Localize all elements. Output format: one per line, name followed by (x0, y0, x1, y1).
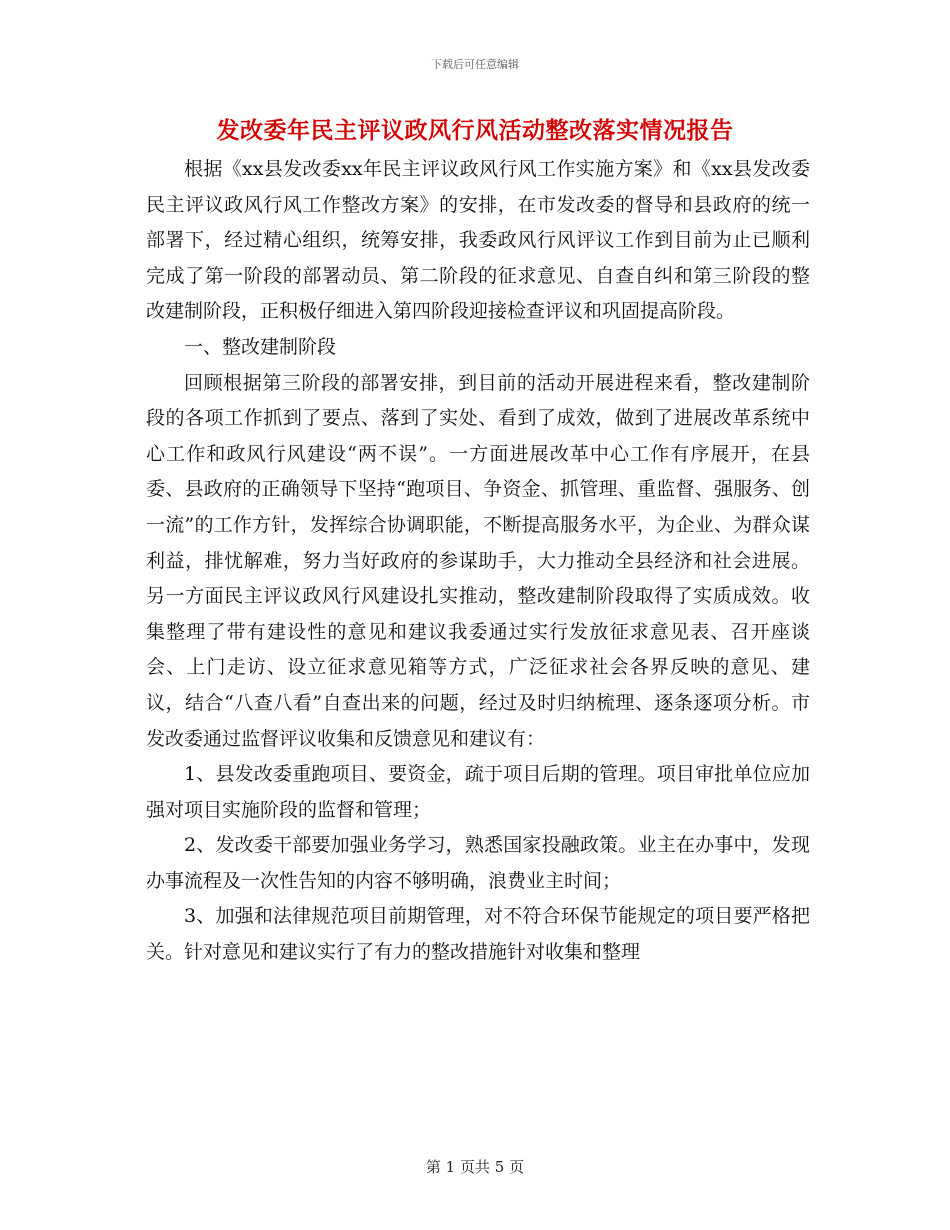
document-body (146, 152, 810, 971)
section-heading: 一、整改建制阶段 (184, 335, 337, 358)
document-title: 发改委年民主评议政风行风活动整改落实情况报告 (216, 117, 734, 144)
page-footer: 第 1 页共 5 页 (425, 1158, 525, 1176)
list-item-1: 1、县发改委重跑项目、要资金，疏于项目后期的管理。项目审批单位应加强对项目实施阶段的监督和管理； (146, 763, 810, 821)
paragraph-intro: 根据《xx县发改委xx年民主评议政风行风工作实施方案》和《xx县发改委民主评议政风行风工作整改方案》的安排，在市发改委的督导和县政府的统一部署下，经过精心组织，统筹安排，我委政风行风评议工作到目前为止已顺利完成了第一阶段的部署动员、第二阶段的征求意见、自查自纠和第三阶段的整改建制阶段，正积极仔细进入第四阶段迎接检查评议和巩固提高阶段。 (146, 158, 810, 323)
list-item-2: 2、发改委干部要加强业务学习，熟悉国家投融政策。业主在办事中，发现办事流程及一次性告知的内容不够明确，浪费业主时间； (146, 834, 810, 892)
header-note: 下载后可任意编辑 (431, 58, 519, 71)
list-item-3: 3、加强和法律规范项目前期管理，对不符合环保节能规定的项目要严格把关。针对意见和建议实行了有力的整改措施针对收集和整理 (146, 905, 810, 964)
paragraph-review: 回顾根据第三阶段的部署安排，到目前的活动开展进程来看，整改建制阶段的各项工作抓到了要点、落到了实处、看到了成效，做到了进展改革系统中心工作和政风行风建设“两不误”。一方面进展改革中心工作有序展开，在县委、县政府的正确领导下坚持“跑项目、争资金、抓管理、重监督、强服务、创一流”的工作方针，发挥综合协调职能，不断提高服务水平，为企业、为群众谋利益，排忧解难，努力当好政府的参谋助手，大力推动全县经济和社会进展。另一方面民主评议政风行风建设扎实推动，整改建制阶段取得了实质成效。收集整理了带有建设性的意见和建议我委通过实行发放征求意见表、召开座谈会、上门走访、设立征求意见箱等方式，广泛征求社会各界反映的意见、建议，结合“八查八看”自查出来的问题，经过及时归纳梳理、逐条逐项分析。市发改委通过监督评议收集和反馈意见和建议有： (146, 371, 810, 750)
